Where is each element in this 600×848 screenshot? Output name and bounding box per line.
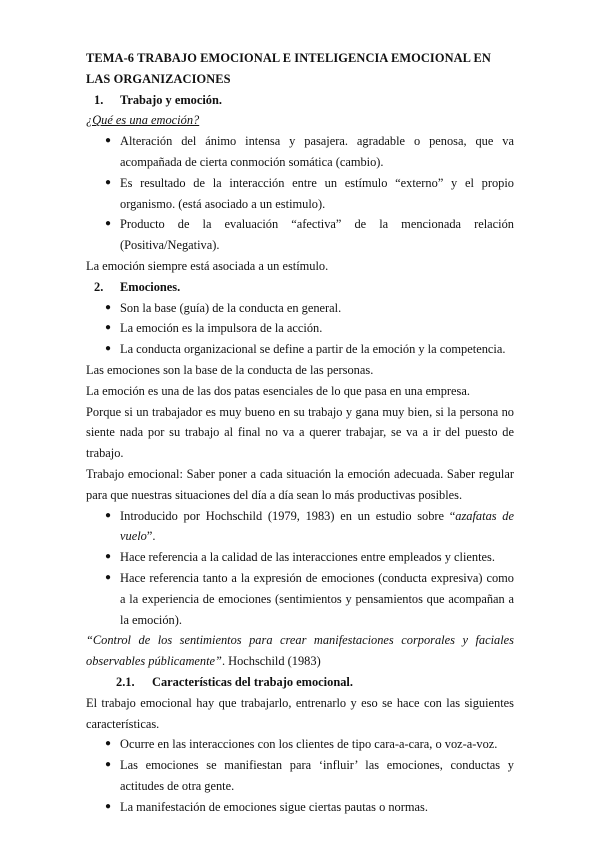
- list-item-text: Alteración del ánimo intensa y pasajera. agradable o penosa, que va acompañada de cierta conmoción somática (cambio).: [120, 134, 514, 169]
- section-1-closing: La emoción siempre está asociada a un estímulo.: [86, 258, 329, 273]
- section-2-1-number: 2.1.: [116, 674, 135, 689]
- section-2-bullet-list-2: [86, 506, 514, 631]
- list-item-text: La emoción es la impulsora de la acción.: [120, 321, 323, 336]
- list-item-text: Ocurre en las interacciones con los clientes de tipo cara-a-cara, o voz-a-voz.: [120, 737, 498, 752]
- section-1-heading: [86, 90, 514, 111]
- bullet-icon: ●: [105, 343, 112, 355]
- section-2-bullet-list: [86, 298, 514, 360]
- list-item: [86, 214, 514, 256]
- list-item: [86, 173, 514, 215]
- paragraph: Trabajo emocional: Saber poner a cada situación la emoción adecuada. Saber regular para que nuestras situaciones del día a día sean lo más productivas posibles.: [86, 466, 514, 502]
- list-item: [86, 318, 514, 339]
- list-item: [86, 568, 514, 630]
- list-item: [86, 298, 514, 319]
- document-page: [86, 48, 514, 817]
- document-title: TEMA-6 TRABAJO EMOCIONAL E INTELIGENCIA EMOCIONAL EN LAS ORGANIZACIONES: [86, 51, 491, 86]
- list-item-text-post: ”.: [146, 529, 156, 544]
- section-1-question: ¿Qué es una emoción?: [86, 113, 200, 128]
- list-item-text: La conducta organizacional se define a partir de la emoción y la competencia.: [120, 342, 506, 357]
- list-item: [86, 797, 514, 818]
- bullet-icon: ●: [105, 738, 112, 750]
- bullet-icon: ●: [105, 322, 112, 334]
- quote-citation: . Hochschild (1983): [221, 654, 321, 669]
- quote-paragraph: [86, 630, 514, 672]
- section-2-title: Emociones.: [120, 279, 181, 294]
- list-item: [86, 506, 514, 548]
- section-2-1-intro: El trabajo emocional hay que trabajarlo, entrenarlo y eso se hace con las siguientes características.: [86, 695, 514, 731]
- bullet-icon: ●: [105, 800, 112, 812]
- bullet-icon: ●: [105, 509, 112, 521]
- bullet-icon: ●: [105, 571, 112, 583]
- section-2-1-heading: [86, 672, 514, 693]
- bullet-icon: ●: [105, 176, 112, 188]
- paragraph: La emoción es una de las dos patas esenciales de lo que pasa en una empresa.: [86, 383, 470, 398]
- bullet-icon: ●: [105, 301, 112, 313]
- list-item-text: Es resultado de la interacción entre un estímulo “externo” y el propio organismo. (está asociado a un estimulo).: [120, 175, 514, 211]
- list-item: [86, 339, 514, 360]
- bullet-icon: ●: [105, 551, 112, 563]
- list-item-text: Producto de la evaluación “afectiva” de la mencionada relación (Positiva/Negativa).: [120, 217, 514, 253]
- section-2-1-bullet-list: [86, 734, 514, 817]
- list-item-text: Hace referencia a la calidad de las interacciones entre empleados y clientes.: [120, 550, 495, 565]
- paragraph: Porque si un trabajador es muy bueno en su trabajo y gana muy bien, si la persona no siente nada por su trabajo al final no va a querer trabajar, se va a ir del puesto de trabajo.: [86, 404, 514, 461]
- section-1-number: 1.: [94, 92, 104, 107]
- quote-text: “Control de los sentimientos para crear manifestaciones corporales y faciales observables públicamente”: [86, 633, 514, 669]
- section-2-heading: [86, 277, 514, 298]
- list-item: [86, 755, 514, 797]
- list-item-text-emphasis: azafatas de vuelo: [120, 508, 514, 544]
- list-item: [86, 131, 514, 173]
- list-item-text: La manifestación de emociones sigue ciertas pautas o normas.: [120, 799, 428, 814]
- section-1-title: Trabajo y emoción.: [120, 92, 222, 107]
- list-item: [86, 547, 514, 568]
- list-item-text: Son la base (guía) de la conducta en general.: [120, 300, 342, 315]
- list-item-text: Las emociones se manifiestan para ‘influir’ las emociones, conductas y actitudes de otra gente.: [120, 758, 514, 793]
- bullet-icon: ●: [105, 759, 112, 771]
- section-2-1-title: Características del trabajo emocional.: [152, 674, 353, 689]
- paragraph: Las emociones son la base de la conducta de las personas.: [86, 362, 374, 377]
- list-item: [86, 734, 514, 755]
- list-item-text: Hace referencia tanto a la expresión de emociones (conducta expresiva) como a la experiencia de emociones (sentimientos y pensamientos que acompañan a la emoción).: [120, 570, 514, 627]
- list-item-text-pre: Introducido por Hochschild (1979, 1983) en un estudio sobre “: [120, 508, 456, 523]
- bullet-icon: ●: [105, 218, 112, 230]
- section-2-number: 2.: [94, 279, 104, 294]
- section-1-bullet-list: [86, 131, 514, 256]
- bullet-icon: ●: [105, 135, 112, 147]
